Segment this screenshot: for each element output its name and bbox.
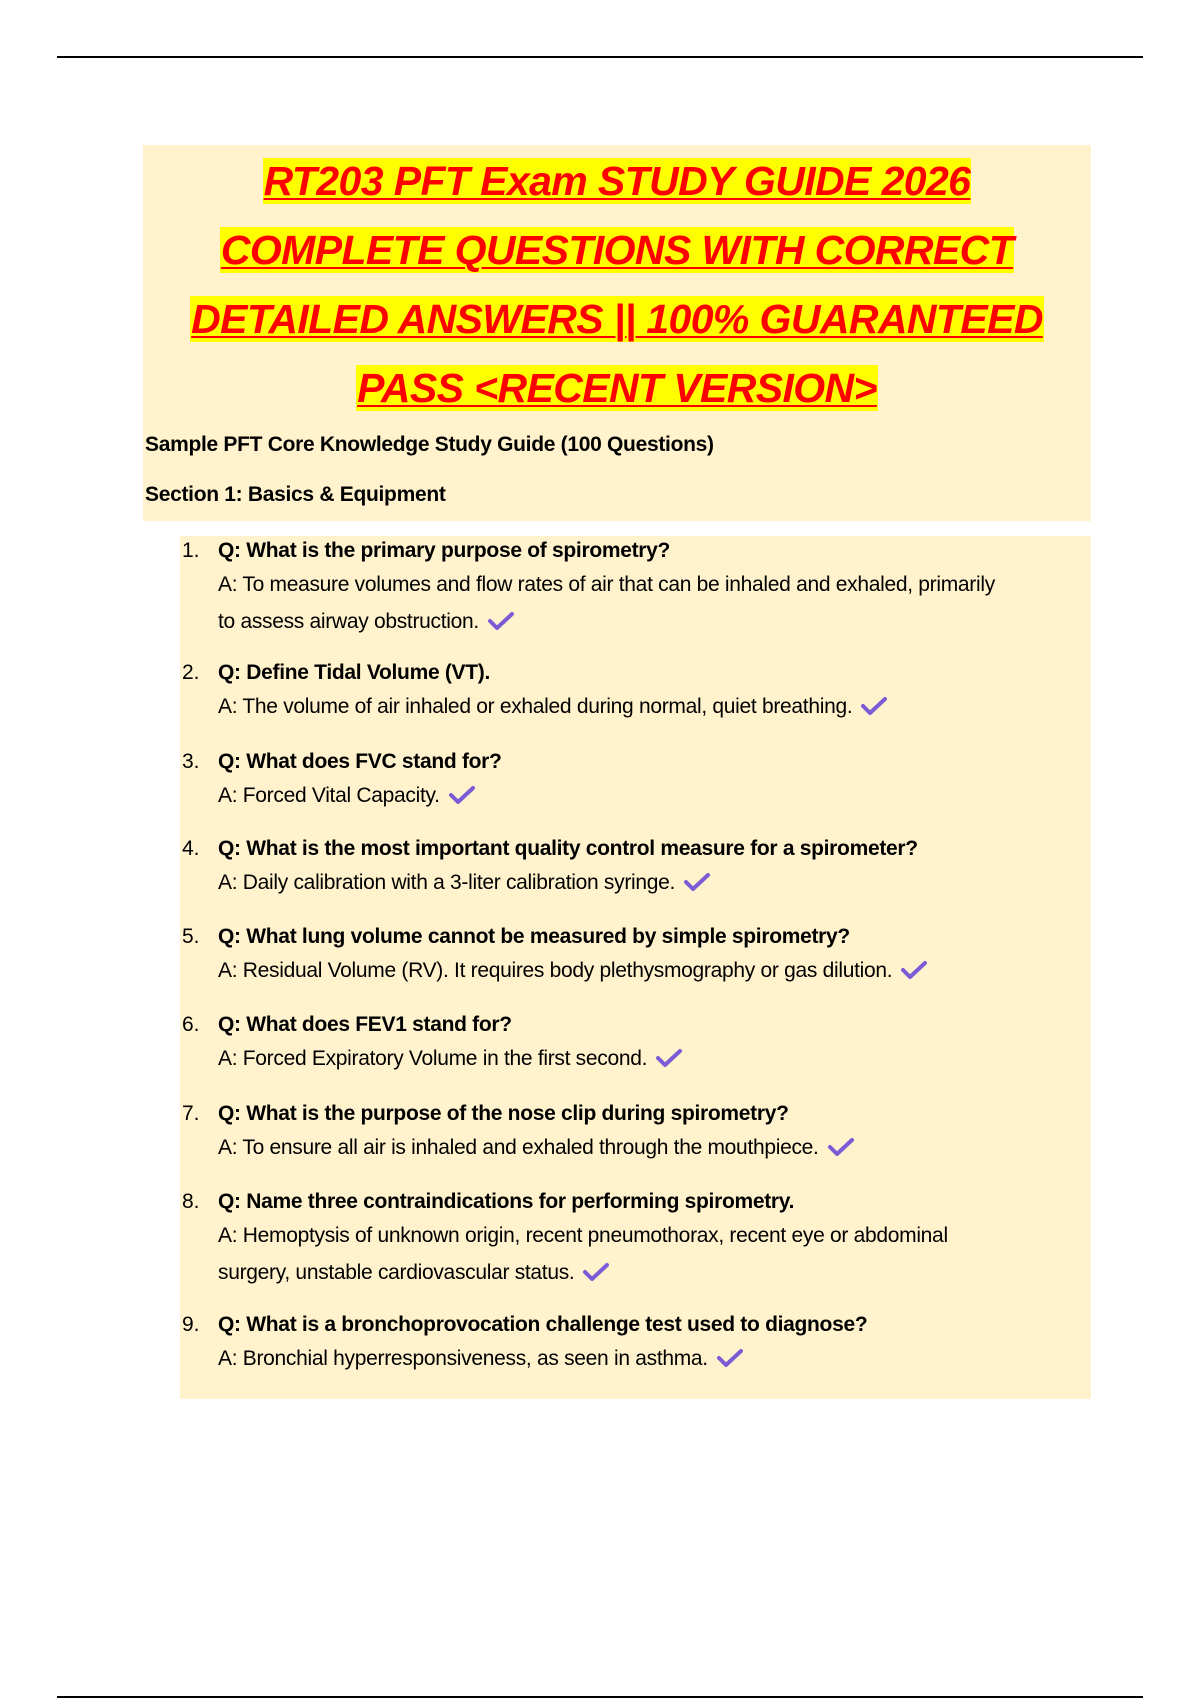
question-text: Q: What does FEV1 stand for?: [218, 1013, 512, 1036]
question-number: 3.: [182, 750, 200, 773]
question-text: Q: What is the most important quality control measure for a spirometer?: [218, 837, 918, 860]
answer-line: to assess airway obstruction.: [218, 610, 479, 633]
question-number: 2.: [182, 661, 200, 684]
guide-subtitle: Sample PFT Core Knowledge Study Guide (100 Questions): [145, 433, 714, 456]
bottom-rule: [57, 1696, 1143, 1698]
question-list-block: [180, 536, 1091, 1399]
answer-text: [218, 1129, 1078, 1166]
answer-text: [218, 1040, 1078, 1077]
answer-text: [218, 1254, 1078, 1291]
check-icon: [448, 785, 476, 805]
question-text: Q: What lung volume cannot be measured by simple spirometry?: [218, 925, 850, 948]
answer-line: A: To ensure all air is inhaled and exhaled through the mouthpiece.: [218, 1136, 819, 1159]
answer-text: [218, 864, 1078, 901]
title-line: PASS <RECENT VERSION>: [357, 365, 877, 411]
answer-line: A: Hemoptysis of unknown origin, recent pneumothorax, recent eye or abdominal: [218, 1224, 948, 1247]
check-icon: [683, 872, 711, 892]
check-icon: [860, 696, 888, 716]
question-text: Q: What is the purpose of the nose clip during spirometry?: [218, 1102, 789, 1125]
check-icon: [716, 1348, 744, 1368]
question-number: 6.: [182, 1013, 200, 1036]
title-line: COMPLETE QUESTIONS WITH CORRECT: [220, 227, 1014, 273]
answer-line: A: Bronchial hyperresponsiveness, as seen in asthma.: [218, 1347, 708, 1370]
title-block: [143, 145, 1091, 521]
answer-text: [218, 688, 1078, 725]
section-heading: Section 1: Basics & Equipment: [145, 483, 446, 506]
check-icon: [827, 1137, 855, 1157]
answer-line: A: The volume of air inhaled or exhaled during normal, quiet breathing.: [218, 695, 853, 718]
top-rule: [57, 56, 1143, 58]
question-number: 8.: [182, 1190, 200, 1213]
question-text: Q: What does FVC stand for?: [218, 750, 502, 773]
check-icon: [582, 1262, 610, 1282]
question-number: 9.: [182, 1313, 200, 1336]
title-line: RT203 PFT Exam STUDY GUIDE 2026: [263, 158, 971, 204]
answer-text: [218, 1217, 1078, 1254]
check-icon: [900, 960, 928, 980]
question-text: Q: What is a bronchoprovocation challenge test used to diagnose?: [218, 1313, 868, 1336]
answer-line: A: Forced Expiratory Volume in the first second.: [218, 1047, 648, 1070]
check-icon: [655, 1048, 683, 1068]
answer-line: A: To measure volumes and flow rates of air that can be inhaled and exhaled, primarily: [218, 573, 995, 596]
question-number: 7.: [182, 1102, 200, 1125]
answer-text: [218, 777, 1078, 814]
question-number: 4.: [182, 837, 200, 860]
question-text: Q: Name three contraindications for performing spirometry.: [218, 1190, 795, 1213]
question-number: 5.: [182, 925, 200, 948]
answer-line: A: Daily calibration with a 3-liter calibration syringe.: [218, 871, 676, 894]
answer-line: A: Residual Volume (RV). It requires body plethysmography or gas dilution.: [218, 959, 893, 982]
answer-text: [218, 566, 1078, 603]
check-icon: [487, 611, 515, 631]
question-text: Q: What is the primary purpose of spirometry?: [218, 539, 671, 562]
answer-text: [218, 1340, 1078, 1377]
answer-line: surgery, unstable cardiovascular status.: [218, 1261, 575, 1284]
answer-text: [218, 952, 1078, 989]
answer-line: A: Forced Vital Capacity.: [218, 784, 440, 807]
question-text: Q: Define Tidal Volume (VT).: [218, 661, 491, 684]
answer-text: [218, 603, 1078, 640]
document-title: [143, 145, 1091, 423]
question-number: 1.: [182, 539, 200, 562]
title-line: DETAILED ANSWERS || 100% GUARANTEED: [191, 296, 1043, 342]
